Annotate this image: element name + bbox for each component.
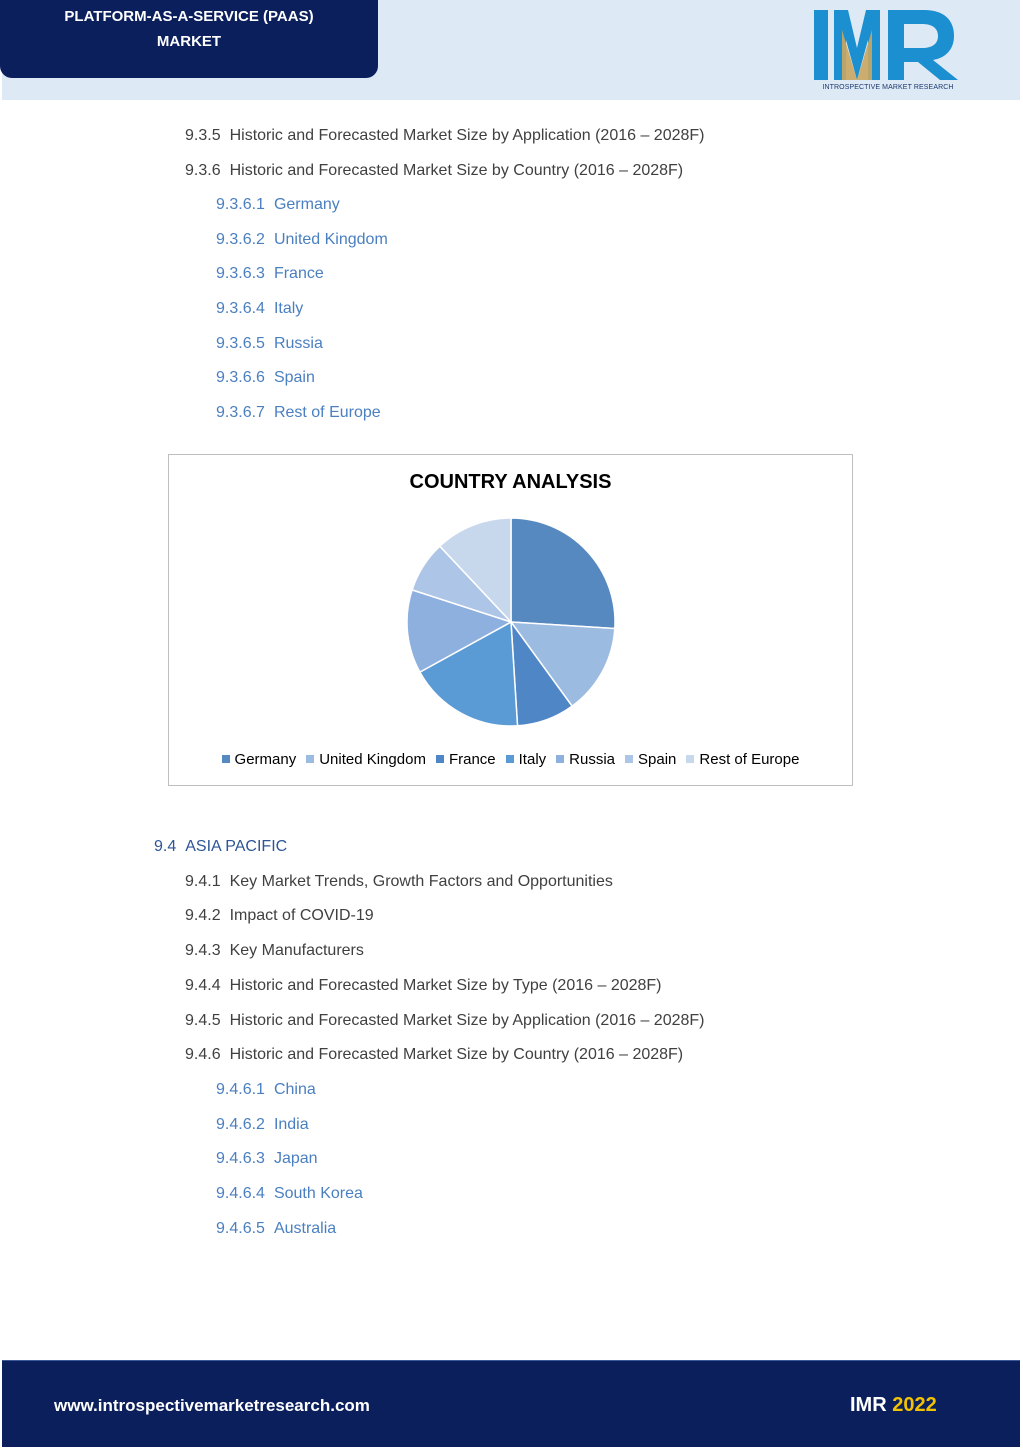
toc-entry[interactable]	[216, 230, 388, 250]
legend-label: Rest of Europe	[699, 751, 800, 768]
toc-entry-number: 9.4.6.1	[216, 1080, 265, 1098]
toc-entry-label: Historic and Forecasted Market Size by Country (2016 – 2028F)	[229, 1046, 684, 1064]
legend-label: United Kingdom	[319, 751, 426, 768]
toc-entry-number: 9.4.5	[185, 1011, 221, 1029]
toc-entry-number: 9.3.6.6	[216, 369, 265, 387]
toc-entry-number: 9.3.6.4	[216, 300, 265, 317]
footer-year: 2022	[892, 1394, 937, 1416]
toc-entry-label: Spain	[273, 369, 315, 387]
toc-entry-label: Rest of Europe	[273, 403, 381, 421]
legend-swatch	[436, 755, 444, 763]
toc-entry-number: 9.4.6	[185, 1046, 221, 1064]
toc-entry-label: Historic and Forecasted Market Size by Application (2016 – 2028F)	[229, 1011, 705, 1029]
toc-entry-label: Australia	[273, 1219, 337, 1237]
footer-website-link[interactable]: www.introspectivemarketresearch.com	[54, 1396, 370, 1415]
toc-entry-number: 9.3.6	[185, 161, 221, 179]
legend-swatch	[686, 755, 694, 763]
legend-item	[506, 751, 547, 768]
toc-entry-label: Key Manufacturers	[229, 942, 364, 960]
toc-entry[interactable]	[216, 403, 381, 423]
toc-entry-number: 9.4.6.2	[216, 1115, 265, 1133]
toc-entry-number: 9.3.6.3	[216, 265, 265, 283]
legend-item	[222, 751, 297, 768]
chart-legend	[169, 751, 852, 768]
toc-entry-label: France	[273, 265, 324, 283]
toc-entry-number: 9.3.5	[185, 127, 221, 144]
toc-entry-number: 9.4.2	[185, 907, 221, 925]
toc-entry-label: Impact of COVID-19	[229, 907, 374, 925]
legend-label: Germany	[234, 751, 297, 768]
toc-entry-label: Historic and Forecasted Market Size by Application (2016 – 2028F)	[229, 127, 705, 144]
toc-entry-number: 9.4.4	[185, 976, 221, 994]
legend-label: Russia	[569, 751, 616, 768]
toc-entry-label: Germany	[273, 196, 340, 214]
legend-swatch	[625, 755, 633, 763]
toc-entry-number: 9.4.6.3	[216, 1150, 265, 1168]
footer-brand	[850, 1394, 937, 1417]
chart-title: COUNTRY ANALYSIS	[409, 471, 612, 493]
toc-entry-number: 9.4.1	[185, 872, 221, 890]
legend-item	[556, 751, 615, 768]
toc-entry-label: ASIA PACIFIC	[185, 838, 288, 855]
toc-entry[interactable]	[185, 1011, 705, 1031]
pie-slice-germany	[511, 518, 615, 629]
toc-entry[interactable]	[216, 368, 315, 388]
toc-entry[interactable]	[216, 1115, 309, 1135]
legend-item	[436, 751, 496, 768]
country-analysis-chart	[168, 454, 853, 786]
toc-entry[interactable]	[185, 976, 662, 996]
legend-label: Spain	[638, 751, 677, 768]
toc-entry[interactable]	[216, 195, 340, 215]
toc-entry[interactable]	[216, 264, 324, 284]
toc-entry-label: Key Market Trends, Growth Factors and Opportunities	[229, 872, 613, 890]
toc-entry-label: Italy	[273, 300, 304, 317]
toc-entry-number: 9.4.3	[185, 942, 221, 960]
legend-swatch	[222, 755, 230, 763]
report-title	[0, 0, 378, 78]
toc-entry[interactable]	[216, 299, 303, 319]
toc-entry[interactable]	[216, 1184, 363, 1204]
toc-entry[interactable]	[216, 1080, 316, 1100]
toc-entry-label: United Kingdom	[273, 230, 388, 248]
toc-entry[interactable]	[154, 837, 287, 857]
legend-swatch	[556, 755, 564, 763]
toc-entry[interactable]	[185, 161, 683, 181]
toc-entry-number: 9.3.6.2	[216, 230, 265, 248]
toc-entry[interactable]	[216, 1149, 318, 1169]
imr-logo-icon	[812, 8, 964, 84]
toc-entry-number: 9.4.6.4	[216, 1185, 265, 1202]
legend-swatch	[306, 755, 314, 763]
legend-item	[625, 751, 676, 768]
toc-entry[interactable]	[185, 126, 705, 146]
footer	[2, 1360, 1020, 1447]
toc-entry[interactable]	[185, 872, 613, 892]
legend-label: Italy	[518, 751, 547, 768]
toc-entry-number: 9.3.6.1	[216, 196, 265, 214]
report-title-line2: MARKET	[156, 33, 222, 50]
toc-entry[interactable]	[216, 334, 323, 354]
legend-swatch	[506, 755, 514, 763]
toc-entry-label: China	[273, 1080, 316, 1098]
toc-entry-label: Japan	[273, 1150, 318, 1168]
toc-entry-label: Historic and Forecasted Market Size by Type (2016 – 2028F)	[229, 976, 662, 994]
legend-item	[686, 751, 799, 768]
imr-logo	[812, 8, 964, 94]
toc-entry-label: Russia	[273, 334, 323, 352]
toc-entry-label: South Korea	[273, 1185, 363, 1202]
pie-chart	[169, 455, 852, 785]
toc-entry-number: 9.4	[154, 838, 177, 855]
toc-entry-label: India	[273, 1115, 309, 1133]
logo-caption: INTROSPECTIVE MARKET RESEARCH	[822, 84, 954, 91]
toc-entry-number: 9.3.6.5	[216, 334, 265, 352]
legend-label: France	[448, 751, 496, 768]
toc-entry-number: 9.4.6.5	[216, 1219, 265, 1237]
toc-entry[interactable]	[185, 906, 374, 926]
toc-entry-label: Historic and Forecasted Market Size by Country (2016 – 2028F)	[229, 161, 684, 179]
toc-entry[interactable]	[216, 1219, 336, 1239]
toc-entry[interactable]	[185, 941, 364, 961]
legend-item	[306, 751, 426, 768]
toc-entry[interactable]	[185, 1045, 683, 1065]
footer-brand-name: IMR	[850, 1394, 887, 1416]
report-title-line1: PLATFORM-AS-A-SERVICE (PAAS)	[64, 8, 314, 25]
toc-entry-number: 9.3.6.7	[216, 403, 265, 421]
